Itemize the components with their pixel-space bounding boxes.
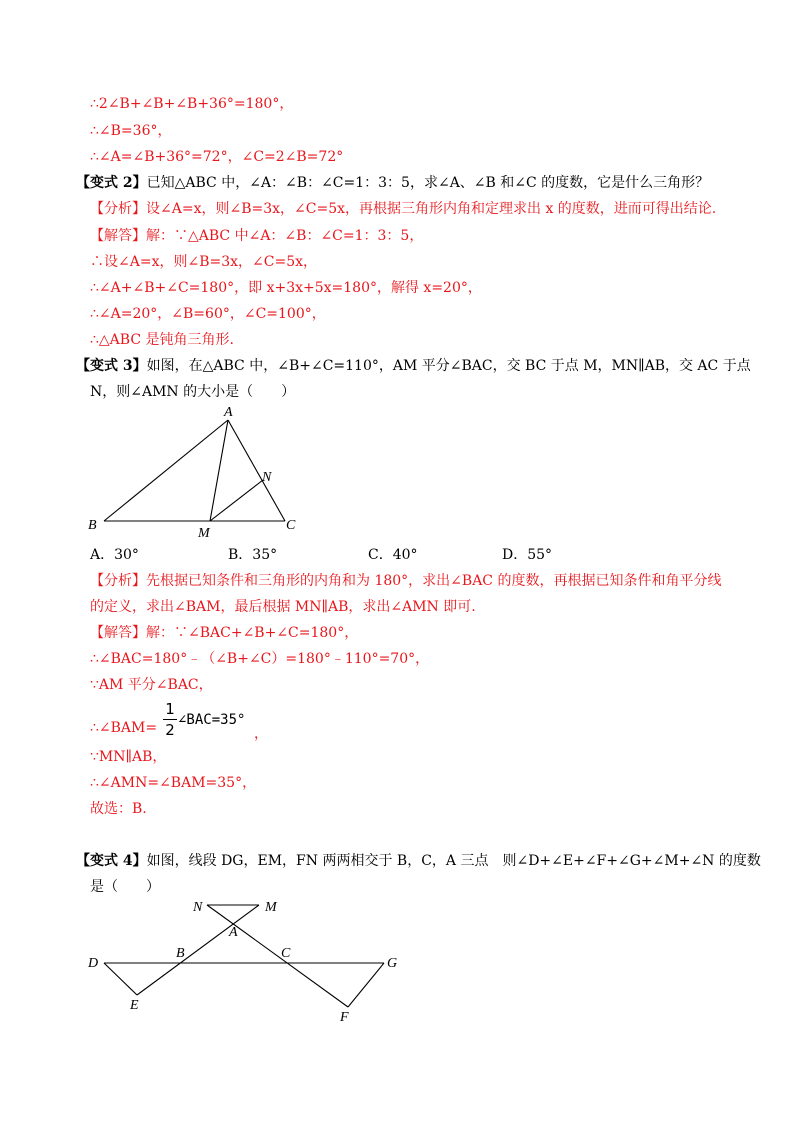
option-d: D．55°: [502, 547, 553, 563]
variant-2-solution: [90, 226, 423, 246]
intersecting-segments-figure: [80, 890, 420, 1025]
label-n: N: [262, 470, 272, 485]
fraction-denominator: 2: [165, 721, 175, 739]
label-b: B: [176, 946, 185, 961]
label-d: D: [88, 956, 99, 971]
triangle-abc-figure: [80, 400, 310, 550]
variant-4-tag: 【变式 4】: [76, 853, 147, 869]
variant-3-analysis-line-1: [90, 571, 721, 591]
segment-mn: [210, 480, 263, 521]
variant-2-analysis: [90, 199, 716, 219]
label-a: A: [229, 925, 238, 940]
label-g: G: [387, 956, 398, 971]
variant-3-step-5: ∴∠AMN=∠BAM=35°，: [90, 775, 257, 791]
segment-ab: [104, 420, 228, 521]
variant-3-tag: 【变式 3】: [76, 358, 147, 374]
variant-3-step-4: ∵MN∥AB，: [90, 749, 167, 765]
segment-am: [210, 420, 228, 521]
variant-3-step-2: ∵AM 平分∠BAC，: [90, 677, 213, 693]
label-c: C: [281, 946, 291, 961]
variant-3-analysis-line-2: 的定义，求出∠BAM，最后根据 MN∥AB，求出∠AMN 即可.: [90, 599, 476, 615]
fraction-bar: [163, 719, 177, 720]
fraction-one-half: [160, 700, 180, 739]
label-m: M: [265, 900, 277, 915]
variant-2-step-3: ∴∠A=20°，∠B=60°，∠C=100°，: [90, 306, 326, 322]
variant-2-step-4: ∴△ABC 是钝角三角形.: [90, 332, 234, 348]
label-b: B: [88, 518, 97, 533]
variant-2-question: [76, 173, 709, 193]
variant-3-step-1: ∴∠BAC=180°﹣（∠B+∠C）=180°﹣110°=70°，: [90, 651, 430, 667]
solution-line-2: ∴∠B=36°，: [90, 123, 172, 139]
variant-2-question-text: 已知△ABC 中，∠A：∠B：∠C=1：3：5，求∠A、∠B 和∠C 的度数，它是什么三角形？: [146, 175, 710, 191]
variant-4-question-line-1: [76, 851, 761, 871]
analysis-tag: 【分析】: [90, 201, 146, 217]
variant-2-step-2: ∴∠A+∠B+∠C=180°，即 x+3x+5x=180°，解得 x=20°，: [90, 280, 482, 296]
label-f: F: [340, 1010, 349, 1025]
solution-text: 解：∵∠BAC+∠B+∠C=180°，: [146, 625, 359, 641]
segment-ac: [228, 420, 285, 521]
variant-4-question-text: 如图，线段 DG，EM，FN 两两相交于 B，C，A 三点 则∠D+∠E+∠F+∠G+∠M+∠N 的度数: [146, 853, 761, 869]
label-m: M: [198, 526, 210, 541]
segment-em: [137, 905, 259, 995]
variant-2-step-1: ∴设∠A=x，则∠B=3x，∠C=5x，: [90, 254, 317, 270]
fraction-numerator: 1: [165, 700, 175, 718]
solution-text: 解：∵△ABC 中∠A：∠B：∠C=1：3：5，: [146, 228, 424, 244]
variant-3-solution: [90, 623, 358, 643]
segment-nf: [207, 905, 348, 1007]
variant-3-question-line-2: N，则∠AMN 的大小是（ ）: [90, 384, 296, 400]
variant-2-tag: 【变式 2】: [76, 175, 147, 191]
option-a: A．30°: [90, 547, 139, 563]
analysis-text: 设∠A=x，则∠B=3x，∠C=5x，再根据三角形内角和定理求出 x 的度数，进而可得出结论.: [146, 201, 717, 217]
segment-de: [104, 963, 137, 995]
analysis-text: 先根据已知条件和三角形的内角和为 180°，求出∠BAC 的度数，再根据已知条件和角平分线: [146, 573, 722, 589]
solution-tag: 【解答】: [90, 625, 146, 641]
label-e: E: [130, 998, 139, 1013]
variant-3-question-line-1: [76, 356, 751, 376]
option-c: C．40°: [368, 547, 418, 563]
segment-fg: [348, 963, 384, 1007]
analysis-tag: 【分析】: [90, 573, 146, 589]
label-c: C: [286, 518, 296, 533]
variant-3-question-text: 如图，在△ABC 中，∠B+∠C=110°，AM 平分∠BAC，交 BC 于点 M，MN∥AB，交 AC 于点: [146, 358, 751, 374]
solution-line-3: ∴∠A=∠B+36°=72°，∠C=2∠B=72°: [90, 149, 344, 165]
label-n: N: [193, 900, 203, 915]
fraction-tail: ，: [254, 726, 268, 742]
fraction-expression: ∠BAC=35°: [178, 712, 246, 728]
variant-3-answer: 故选：B.: [90, 801, 147, 817]
label-a: A: [224, 405, 233, 420]
option-b: B．35°: [228, 547, 278, 563]
solution-line-1: ∴2∠B+∠B+∠B+36°=180°，: [90, 96, 294, 112]
solution-tag: 【解答】: [90, 228, 146, 244]
variant-4-question-line-2: 是（ ）: [90, 879, 160, 895]
variant-3-step-3-lead: ∴∠BAM=: [90, 720, 158, 736]
